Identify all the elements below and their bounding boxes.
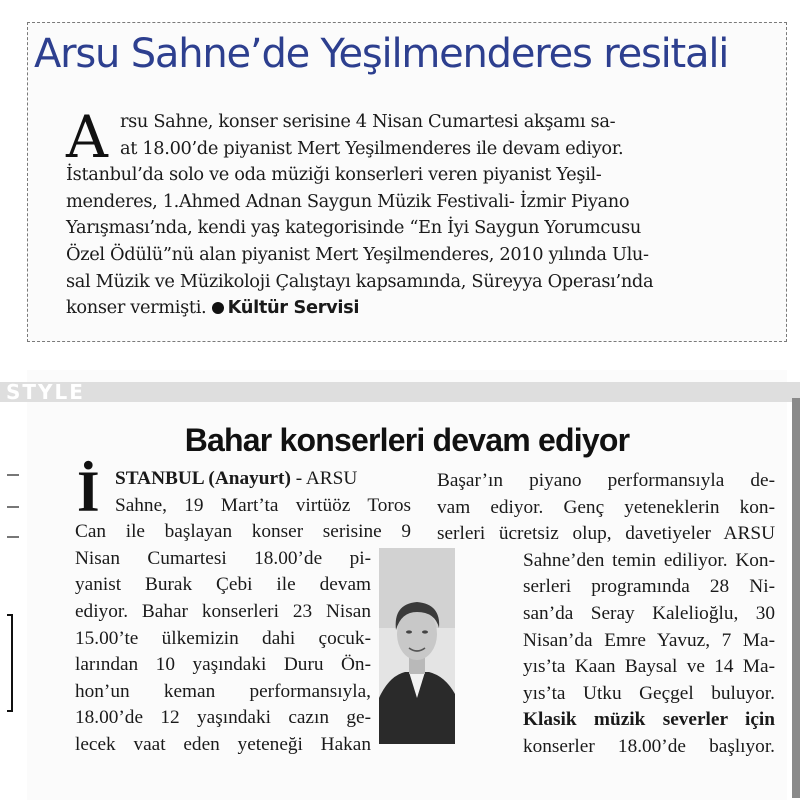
article-column-right bbox=[437, 468, 775, 761]
column-line: yıs’ta Utku Geçgel buluyor. bbox=[523, 682, 775, 704]
body-line-last bbox=[28, 295, 786, 322]
page-edge-bar bbox=[792, 398, 800, 798]
column-line: Klasik müzik severler için bbox=[523, 709, 775, 731]
body-line: rsu Sahne, konser serisine 4 Nisan Cumartesi akşamı sa- bbox=[120, 111, 616, 132]
column-line: Nisan Cumartesi 18.00’de pi- bbox=[75, 547, 371, 569]
drop-cap: A bbox=[66, 103, 108, 171]
headline-bahar-konserleri: Bahar konserleri devam ediyor bbox=[184, 422, 630, 458]
column-line: Can ile başlayan konser serisine 9 bbox=[75, 521, 411, 543]
body-line: Özel Ödülü”nü alan piyanist Mert Yeşilmenderes, 2010 yılında Ulu- bbox=[66, 243, 649, 265]
body-text: konser vermişti. bbox=[66, 297, 207, 319]
byline: Kültür Servisi bbox=[227, 297, 360, 319]
column-line: ediyor. Bahar konserleri 23 Nisan bbox=[75, 600, 371, 622]
article-body-yesilmenderes bbox=[28, 103, 786, 322]
column-line: serleri ücretsiz olup, davetiyeler ARSU bbox=[437, 523, 775, 545]
body-line: at 18.00’de piyanist Mert Yeşilmenderes ile devam ediyor. bbox=[120, 137, 624, 159]
bullet-icon bbox=[212, 302, 224, 314]
column-line: yanist Burak Çebi ile devam bbox=[75, 574, 371, 596]
column-line: san’da Seray Kalelioğlu, 30 bbox=[523, 602, 775, 624]
column-line: Başar’ın piyano performansıyla de- bbox=[437, 470, 775, 491]
body-line: Yarışması’nda, kendi yaş kategorisinde “En İyi Saygun Yorumcusu bbox=[66, 217, 641, 239]
column-line: 15.00’te ülkemizin dahi çocuk- bbox=[75, 627, 371, 649]
rule-mark bbox=[7, 506, 19, 508]
body-line: menderes, 1.Ahmed Adnan Saygun Müzik Festivali- İzmir Piyano bbox=[66, 190, 630, 212]
column-line: vam ediyor. Genç yeteneklerin kon- bbox=[437, 496, 775, 518]
body-line: İstanbul’da solo ve oda müziği konserleri veren piyanist Yeşil- bbox=[66, 164, 602, 186]
body-line: sal Müzik ve Müzikoloji Çalıştayı kapsamında, Süreyya Operası’nda bbox=[66, 270, 654, 292]
column-line: 18.00’de 12 yaşındaki cazın ge- bbox=[75, 707, 371, 729]
column-line: lecek vaat eden yeteneği Hakan bbox=[75, 733, 371, 755]
column-line: larından 10 yaşındaki Duru Ön- bbox=[75, 654, 371, 676]
section-banner-text: STYLE bbox=[6, 380, 85, 404]
column-line: hon’un keman performansıyla, bbox=[75, 680, 371, 702]
column-line: konserler 18.00’de başlıyor. bbox=[523, 735, 775, 757]
dateline: STANBUL (Anayurt) bbox=[115, 468, 291, 489]
left-bracket bbox=[7, 614, 13, 712]
article-column-left bbox=[75, 459, 411, 759]
column-line: Sahne, 19 Mart’ta virtüöz Toros bbox=[115, 494, 411, 516]
drop-cap: İ bbox=[77, 459, 100, 524]
rule-mark bbox=[7, 474, 19, 476]
column-line bbox=[75, 466, 411, 493]
column-text: - ARSU bbox=[290, 468, 358, 489]
headline-yesilmenderes: Arsu Sahne’de Yeşilmenderes resitali bbox=[34, 31, 729, 77]
article-clipping-yesilmenderes bbox=[27, 22, 787, 342]
column-line: Sahne’den temin ediliyor. Kon- bbox=[523, 549, 775, 571]
column-line: yıs’ta Kaan Baysal ve 14 Ma- bbox=[523, 656, 775, 678]
section-banner bbox=[0, 382, 800, 402]
column-line: serleri programında 28 Ni- bbox=[523, 576, 775, 598]
rule-mark bbox=[7, 536, 19, 538]
column-line: Nisan’da Emre Yavuz, 7 Ma- bbox=[523, 629, 775, 651]
article-clipping-bahar-konserleri bbox=[6, 370, 787, 800]
